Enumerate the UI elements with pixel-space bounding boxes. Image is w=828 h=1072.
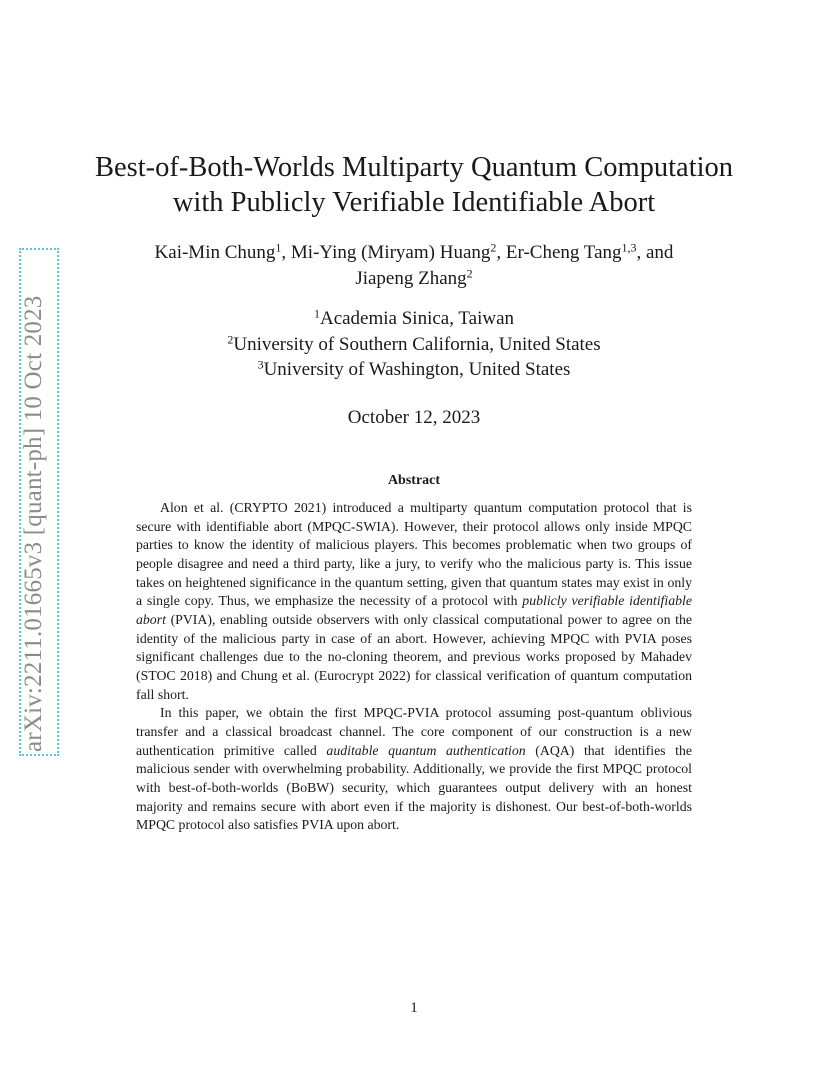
- abstract-paragraph: [136, 499, 692, 704]
- publication-date: October 12, 2023: [347, 407, 481, 428]
- abstract-body: [136, 499, 692, 835]
- author-affil-sup: 2: [466, 266, 473, 281]
- paper-title: [60, 150, 768, 220]
- author-name: Kai-Min Chung: [154, 242, 276, 263]
- affiliation-name: University of Southern California, United States: [233, 333, 601, 355]
- title-line-1: Best-of-Both-Worlds Multiparty Quantum Computation: [94, 152, 734, 183]
- title-line-2: with Publicly Verifiable Identifiable Abort: [172, 187, 656, 218]
- affiliation-sup: 1: [313, 306, 320, 321]
- arxiv-identifier[interactable]: arXiv:2211.01665v3 [quant-ph] 10 Oct 2023: [20, 295, 47, 752]
- abstract-text: In this paper, we obtain the first MPQC-PVIA protocol assuming post-quantum oblivious transfer and a classical broadcast channel. The core component of our construction is a new authentication primitive called: [136, 705, 692, 758]
- abstract-text: (PVIA), enabling outside observers with only classical computational power to agree on the identity of the malicious party in case of an abort. However, achieving MPQC with PVIA poses significant challenges due to the no-cloning theorem, and previous works proposed by Mahadev (STOC 2018) and Chung et al. (Eurocrypt 2022) for classical verification of quantum computation fall short.: [136, 611, 692, 702]
- author-affil-sup: 2: [490, 240, 497, 255]
- abstract-text: (AQA) that identifies the malicious sender with overwhelming probability. Additionally, we provide the first MPQC protocol with best-of-both-worlds (BoBW) security, which guarantees output delivery with an honest majority and remains secure with abort even if the majority is dishonest. Our best-of-both-worlds MPQC protocol also satisfies PVIA upon abort.: [136, 742, 692, 833]
- author-list: [100, 240, 728, 292]
- author-separator: ,: [496, 242, 506, 263]
- affiliation-name: University of Washington, United States: [263, 359, 571, 380]
- abstract-emphasis: auditable quantum authentication: [326, 742, 526, 758]
- affiliation-name: Academia Sinica, Taiwan: [319, 308, 515, 329]
- abstract-heading: Abstract: [387, 473, 441, 488]
- affiliation-sup: 3: [257, 357, 264, 372]
- affiliation-item: [100, 332, 728, 358]
- author-affil-sup: 1: [275, 240, 282, 255]
- page-number: 1: [410, 1000, 418, 1016]
- affiliation-item: [100, 357, 728, 383]
- author-affil-sup: 1,3: [621, 240, 637, 255]
- affiliation-sup: 2: [227, 331, 234, 346]
- abstract-emphasis: publicly verifiable identifiable abort: [136, 593, 692, 627]
- author-separator: , and: [636, 242, 674, 263]
- affiliation-item: [100, 306, 728, 332]
- author-name: Jiapeng Zhang: [355, 268, 467, 289]
- affiliation-list: [100, 306, 728, 383]
- author-separator: ,: [281, 242, 291, 263]
- abstract-paragraph: [136, 704, 692, 835]
- abstract-text: Alon et al. (CRYPTO 2021) introduced a multiparty quantum computation protocol that is secure with identifiable abort (MPQC-SWIA). However, their protocol allows only inside MPQC parties to know the identity of malicious players. This becomes problematic when two groups of people disagree and need a third party, like a jury, to verify who the malicious party is. This issue takes on heightened significance in the quantum setting, given that quantum states may exist in only a single copy. Thus, we emphasize the necessity of a protocol with: [136, 500, 692, 609]
- author-name: Mi-Ying (Miryam) Huang: [290, 242, 491, 263]
- author-name: Er-Cheng Tang: [505, 242, 622, 263]
